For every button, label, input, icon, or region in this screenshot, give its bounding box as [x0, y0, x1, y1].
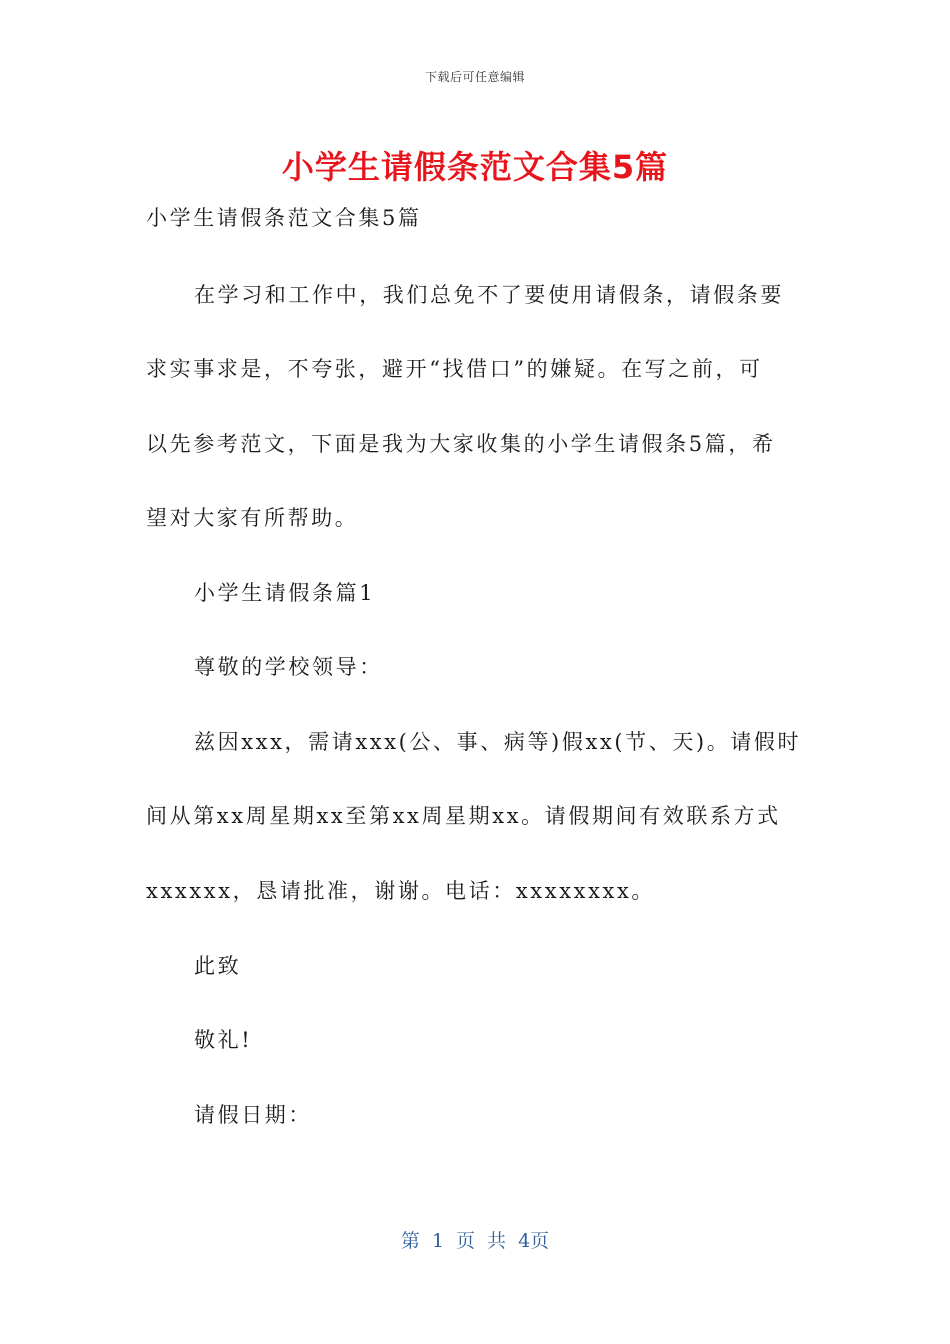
document-title: 小学生请假条范文合集5篇 — [281, 148, 669, 186]
paragraph-line: xxxxxx，恳请批准，谢谢。电话：xxxxxxxx。 — [146, 879, 656, 903]
date-line: 请假日期： — [194, 1103, 312, 1127]
page-number-footer: 第 1 页 共 4页 — [400, 1230, 550, 1252]
subtitle-line: 小学生请假条范文合集5篇 — [146, 206, 422, 230]
section-heading: 小学生请假条篇1 — [194, 581, 376, 605]
salutation: 尊敬的学校领导： — [194, 655, 383, 679]
paragraph-line: 间从第xx周星期xx至第xx周星期xx。请假期间有效联系方式 — [146, 804, 781, 828]
paragraph-line: 以先参考范文，下面是我为大家收集的小学生请假条5篇，希 — [146, 432, 776, 456]
closing-line: 此致 — [194, 954, 242, 978]
header-note: 下载后可任意编辑 — [424, 70, 525, 84]
paragraph-line: 望对大家有所帮助。 — [146, 506, 359, 530]
closing-line: 敬礼! — [194, 1028, 253, 1052]
paragraph-line: 兹因xxx，需请xxx(公、事、病等)假xx(节、天)。请假时 — [194, 730, 802, 754]
paragraph-line: 求实事求是，不夸张，避开“找借口”的嫌疑。在写之前，可 — [146, 357, 763, 381]
paragraph-line: 在学习和工作中，我们总免不了要使用请假条，请假条要 — [194, 283, 784, 307]
